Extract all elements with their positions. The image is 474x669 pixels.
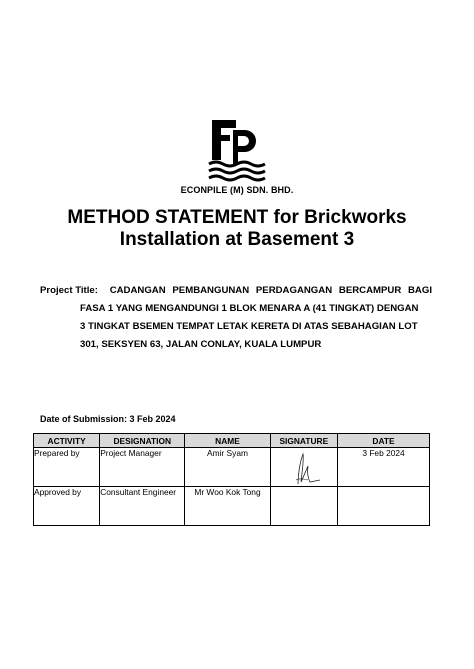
cell-activity: Prepared by [34,448,100,487]
table-row [34,487,430,526]
project-title-block [40,285,432,357]
table-header-row [34,434,430,448]
project-title-line-1 [40,285,432,303]
header-name: NAME [185,434,270,448]
cell-date: 3 Feb 2024 [338,448,430,487]
project-title-text: 301, SEKSYEN 63, JALAN CONLAY, KUALA LUMPUR [80,339,322,350]
header-designation: DESIGNATION [100,434,185,448]
cell-designation: Consultant Engineer [100,487,185,526]
document-title-line-2: Installation at Basement 3 [119,229,355,250]
header-date: DATE [338,434,430,448]
cell-name: Amir Syam [185,448,270,487]
project-title-text: 3 TINGKAT BSEMEN TEMPAT LETAK KERETA DI ATAS SEBAHAGIAN LOT [80,321,418,332]
company-name: ECONPILE (M) SDN. BHD. [180,185,294,195]
handwritten-signature-icon [284,450,324,486]
cell-signature [270,448,337,487]
project-word: BAGI [408,285,432,296]
submission-date: Date of Submission: 3 Feb 2024 [40,414,176,424]
project-word: CADANGAN [109,285,166,296]
document-title-line-1: METHOD STATEMENT for Brickworks [67,207,407,228]
table-row [34,448,430,487]
project-word: BERCAMPUR [338,285,402,296]
cell-date [338,487,430,526]
cell-designation: Project Manager [100,448,185,487]
cell-signature [270,487,337,526]
project-title-line-2 [40,303,432,321]
project-title-line-4 [40,339,432,357]
cell-activity: Approved by [34,487,100,526]
header-signature: SIGNATURE [270,434,337,448]
project-title-label: Project Title: [40,285,98,296]
approval-table [33,433,430,526]
project-word: PERDAGANGAN [255,285,333,296]
document-title [0,207,474,251]
project-word: PEMBANGUNAN [172,285,250,296]
project-title-line-3 [40,321,432,339]
cell-name: Mr Woo Kok Tong [185,487,270,526]
header-activity: ACTIVITY [34,434,100,448]
project-title-text: FASA 1 YANG MENGANDUNGI 1 BLOK MENARA A (41 TINGKAT) DENGAN [80,303,419,314]
econpile-logo-icon [205,118,269,184]
